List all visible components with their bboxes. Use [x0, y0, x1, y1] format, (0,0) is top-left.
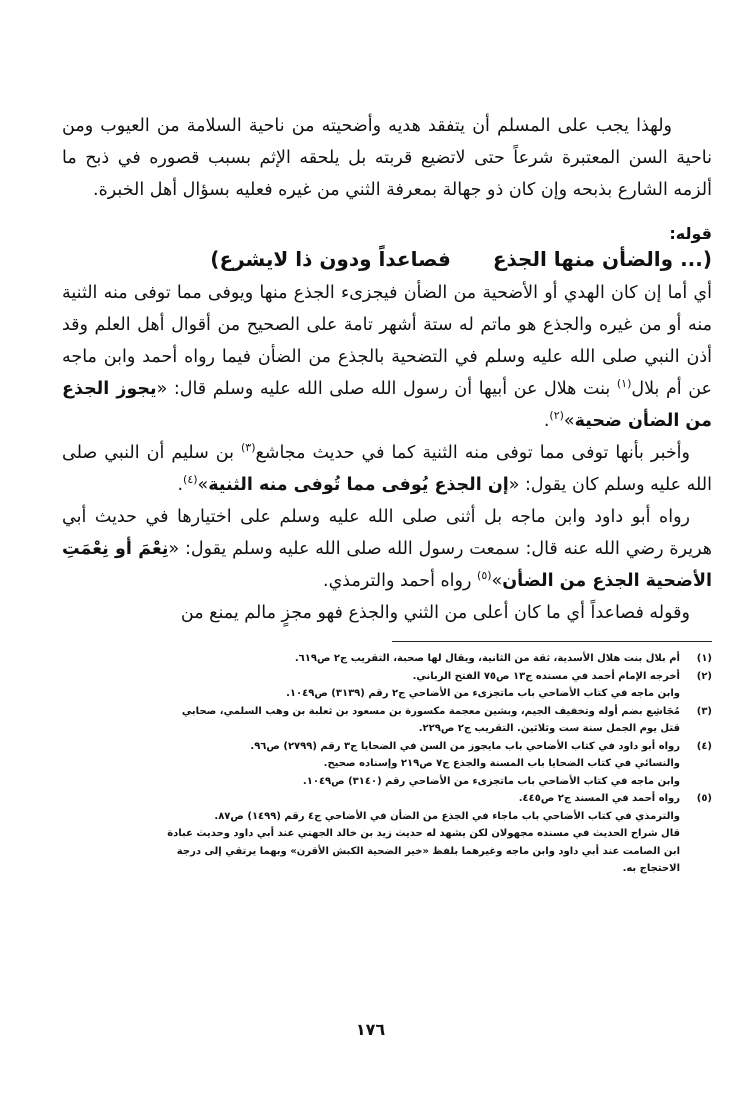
footnote-line: قتل يوم الجمل سنة ست وثلاثين. التقريب ج٢ ص٢٢٩. — [418, 723, 680, 734]
p2-text-end: . — [177, 475, 184, 495]
p2-text-a: وأخبر بأنها توفى مما توفى منه الثنية كما في حديث مجاشع — [255, 443, 690, 463]
footnote-number: (٥) — [696, 793, 712, 804]
footnote-ref-1: (١) — [616, 377, 632, 391]
footnote-line: رواه أحمد في المسند ج٢ ص٤٤٥. — [518, 793, 680, 804]
footnote-number: (٣) — [696, 705, 712, 717]
footnote-line: وابن ماجه في كتاب الأضاحي باب ماتجزىء من الأضاحي رقم (٣١٤٠) ص١٠٤٩. — [302, 775, 680, 787]
p2-quote-close: » — [197, 475, 209, 495]
footnote-body — [62, 738, 680, 791]
footnote-line: أخرجه الإمام أحمد في مسنده ج١٣ ص٧٥ الفتح الرباني. — [412, 670, 680, 682]
footnote-line: الاحتجاج به. — [622, 863, 680, 874]
footnote-body — [62, 703, 680, 738]
footnote-number: (٤) — [696, 740, 712, 752]
quote-label: قوله: — [669, 224, 712, 243]
footnote-line: قال شراح الحديث في مسنده مجهولان لكن يشهد له حديث زيد بن خالد الجهني عند أبي داود وحديث عبادة — [167, 828, 680, 839]
verse-first-hemistich: والضأن منها الجذع — [492, 247, 674, 271]
footnote-separator — [392, 641, 712, 642]
p1-text-a: أي أما إن كان الهدي أو الأضحية من الضأن فيجزىء الجذع منها ويوفى مما توفى منه الثنية منه أو من غيره والجذع هو ماتم له ستة أشهر تامة على الصحيح من أقوال أهل العلم وقد أذن النبي صلى الله عليه وسلم في التضحية بالجذع من الضأن فيما رواه أحمد وابن ماجه عن أم بلال — [62, 283, 712, 399]
footnote-body — [62, 790, 680, 878]
footnote-number: (٢) — [696, 670, 712, 682]
hadith-quote-2: إن الجذع يُوفى مما تُوفى منه الثنية — [208, 475, 509, 495]
footnote-ref-5: (٥) — [477, 569, 492, 583]
p3-text-end: رواه أحمد والترمذي. — [323, 571, 478, 591]
verse-open: (... — [680, 247, 712, 271]
hadith-quote-3: نِعْمَ أو نِعْمَتِ الأضحية الجذع من الضأن — [62, 539, 712, 591]
footnote-line: والترمذي في كتاب الأضاحي باب ماجاء في الجذع من الضأن في الأضاحي ج٤ رقم (١٤٩٩) ص٨٧. — [214, 810, 680, 822]
p3-text-a: رواه أبو داود وابن ماجه بل أثنى صلى الله عليه وسلم على اختيارها في حديث أبي هريرة رضي الله عنه قال: سمعت رسول الله صلى الله عليه وسلم يقول: « — [62, 507, 712, 559]
page-number: ١٧٦ — [355, 1020, 386, 1039]
footnote-2 — [62, 668, 712, 703]
p3-quote-close: » — [491, 571, 503, 591]
document-page — [62, 110, 712, 1070]
footnote-1 — [62, 650, 712, 668]
footnote-line: أم بلال بنت هلال الأسدية، ثقة من الثانية، ويقال لها صحبة، التقريب ج٢ ص٦١٩. — [294, 653, 680, 664]
footnote-4 — [62, 738, 712, 791]
verse-second-hemistich: فصاعداً ودون ذا لايشرع) — [210, 247, 451, 271]
p2-text-b: بن سليم أن النبي صلى الله عليه وسلم كان يقول: « — [62, 443, 712, 495]
footnote-5 — [62, 790, 712, 878]
footnote-ref-4: (٤) — [183, 473, 198, 487]
p1-text-end: . — [543, 411, 550, 431]
footnotes — [62, 650, 712, 878]
commentary-paragraph-3 — [62, 501, 712, 597]
footnote-body — [62, 650, 680, 668]
footnote-line: وابن ماجه في كتاب الأضاحي باب ماتجزىء من الأضاحي ج٢ رقم (٣١٣٩) ص١٠٤٩. — [286, 688, 680, 699]
footnote-number: (١) — [696, 653, 712, 664]
footnote-ref-2: (٢) — [549, 409, 564, 423]
commentary-paragraph-1 — [62, 277, 712, 437]
footnote-line: مُجَاشِع بضم أوله وتخفيف الجيم، وبشين معجمة مكسورة بن مسعود بن ثعلبة بن وهب السلمي، صحابي — [181, 705, 680, 717]
p1-text-b: بنت هلال عن أبيها أن رسول الله صلى الله عليه وسلم قال: « — [156, 379, 617, 399]
footnote-body — [62, 668, 680, 703]
hadith-quote-1: يجوز الجذع من الضأن ضحية — [62, 379, 712, 431]
footnote-line: رواه أبو داود في كتاب الأضاحي باب مايجوز من السن في الضحايا ج٣ رقم (٢٧٩٩) ص٩٦. — [250, 740, 680, 752]
footnote-line: ابن الصامت عند أبي داود وابن ماجه وغيرهما بلفظ «خير الضحية الكبش الأقرن» وبهما يرتقي إلى درجة — [176, 845, 680, 857]
p1-quote-close: » — [563, 411, 575, 431]
commentary-paragraph-4: وقوله فصاعداً أي ما كان أعلى من الثني والجذع فهو مجزٍ مالم يمنع من — [180, 603, 690, 623]
footnote-3 — [62, 703, 712, 738]
verse-line — [62, 247, 712, 271]
footnote-line: والنسائي في كتاب الضحايا باب المسنة والجذع ج٧ ص٢١٩ وإسناده صحيح. — [323, 758, 680, 769]
intro-paragraph: ولهذا يجب على المسلم أن يتفقد هديه وأضحيته من ناحية السلامة من العيوب ومن ناحية السن المعتبرة شرعاً حتى لاتضيع قربته بل يلحقه الإثم بسبب قصوره في ذبح ما ألزمه الشارع بذبحه وإن كان ذو جهالة بمعرفة الثني من غيره فعليه بسؤال أهل الخبرة. — [62, 116, 712, 200]
commentary-paragraph-2 — [62, 437, 712, 501]
footnote-ref-3: (٣) — [240, 441, 256, 455]
